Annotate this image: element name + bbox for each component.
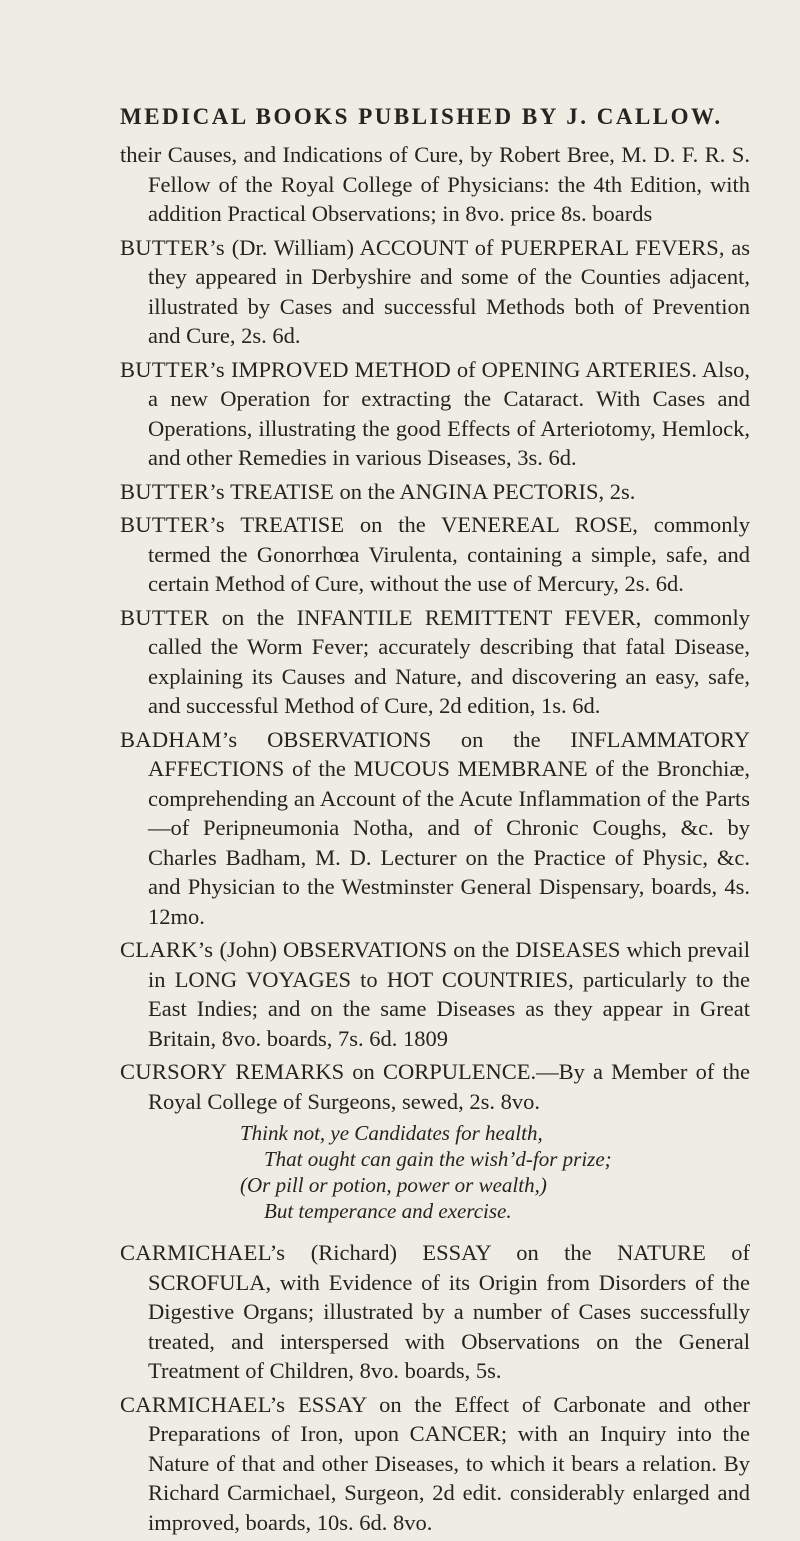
entry-lead: CLARK’s	[120, 937, 214, 962]
entry-text: (John) OBSERVATIONS on the DISEASES which prevail in LONG VOYAGES to HOT COUNTRIES, particularly to the East Indies; and on the same Diseases as they appear in Great Britain, 8vo. boards, 7s. 6d. 1809	[148, 937, 750, 1051]
entry-text: TREATISE on the ANGINA PECTORIS, 2s.	[224, 478, 636, 504]
catalogue-entry	[120, 477, 750, 507]
entry-lead: CARMICHAEL’s	[120, 1240, 286, 1265]
entry-lead: BUTTER	[120, 604, 210, 630]
catalogue-entries	[120, 140, 750, 1541]
entry-text: REMARKS on CORPULENCE.—By a Member of the Royal College of Surgeons, sewed, 2s. 8vo.	[148, 1059, 750, 1114]
catalogue-entry	[120, 233, 750, 351]
verse-line: (Or pill or potion, power or wealth,)	[240, 1173, 547, 1197]
catalogue-entry	[120, 1390, 750, 1538]
verse-line: Think not, ye Candidates for health,	[240, 1121, 543, 1145]
entry-lead: BUTTER’s	[120, 234, 225, 260]
entry-text: ESSAY on the Effect of Carbonate and other Preparations of Iron, upon CANCER; with an Inquiry into the Nature of that and other Diseases, to which it bears a relation. By Richard Carmichael, Surgeon, 2d edit. considerably enlarged and improved, boards, 10s. 6d. 8vo.	[148, 1391, 750, 1535]
catalogue-entry	[120, 603, 750, 721]
entry-text: (Richard) ESSAY on the NATURE of SCROFULA, with Evidence of its Origin from Disorders of the Digestive Organs; illustrated by a number of Cases successfully treated, and interspersed with Observations on the General Treatment of Children, 8vo. boards, 5s.	[148, 1240, 750, 1383]
entry-text: their Causes, and Indications of Cure, by Robert Bree, M. D. F. R. S. Fellow of the Royal College of Physicians: the 4th Edition, with addition Practical Observations; in 8vo. price 8s. boards	[120, 142, 750, 226]
entry-lead: BUTTER’s	[120, 356, 225, 382]
catalogue-entry	[120, 725, 750, 932]
entry-text: OBSERVATIONS on the INFLAMMATORY AFFECTIONS of the MUCOUS MEMBRANE of the Bronchiæ, comprehending an Account of the Acute Inflammation of the Parts—of Peripneumonia Notha, and of Chronic Coughs, &c. by Charles Badham, M. D. Lecturer on the Practice of Physic, &c. and Physician to the Westminster General Dispensary, boards, 4s. 12mo.	[148, 726, 750, 929]
entry-lead: BUTTER’s	[120, 478, 225, 504]
entry-lead: CURSORY	[120, 1059, 228, 1084]
catalogue-entry	[120, 510, 750, 599]
entry-lead: BADHAM’s	[120, 726, 238, 752]
entry-text: (Dr. William) ACCOUNT of PUERPERAL FEVERS, as they appeared in Derbyshire and some of the Counties adjacent, illustrated by Cases and successful Methods both of Prevention and Cure, 2s. 6d.	[148, 234, 750, 348]
verse-line: That ought can gain the wish’d-for prize;	[264, 1147, 612, 1171]
catalogue-entry	[120, 355, 750, 473]
page-header: MEDICAL BOOKS PUBLISHED BY J. CALLOW.	[120, 104, 723, 129]
catalogue-entry	[120, 1057, 750, 1116]
entry-text: TREATISE on the VENEREAL ROSE, commonly termed the Gonorrhœa Virulenta, containing a simple, safe, and certain Method of Cure, without the use of Mercury, 2s. 6d.	[148, 512, 750, 596]
entry-text: on the INFANTILE REMITTENT FEVER, commonly called the Worm Fever; accurately describing that fatal Disease, explaining its Causes and Nature, and discovering an easy, safe, and successful Method of Cure, 2d edition, 1s. 6d.	[148, 604, 750, 718]
entry-lead: BUTTER’s	[120, 512, 225, 537]
catalogue-entry	[120, 935, 750, 1053]
catalogue-entry	[120, 140, 750, 229]
entry-text: IMPROVED METHOD of OPENING ARTERIES. Also, a new Operation for extracting the Cataract. With Cases and Operations, illustrating the good Effects of Arteriotomy, Hemlock, and other Remedies in various Diseases, 3s. 6d.	[148, 356, 750, 470]
verse-quotation	[240, 1120, 750, 1224]
catalogue-entry	[120, 1238, 750, 1386]
verse-line: But temperance and exercise.	[264, 1199, 512, 1223]
entry-lead: CARMICHAEL’s	[120, 1391, 286, 1417]
